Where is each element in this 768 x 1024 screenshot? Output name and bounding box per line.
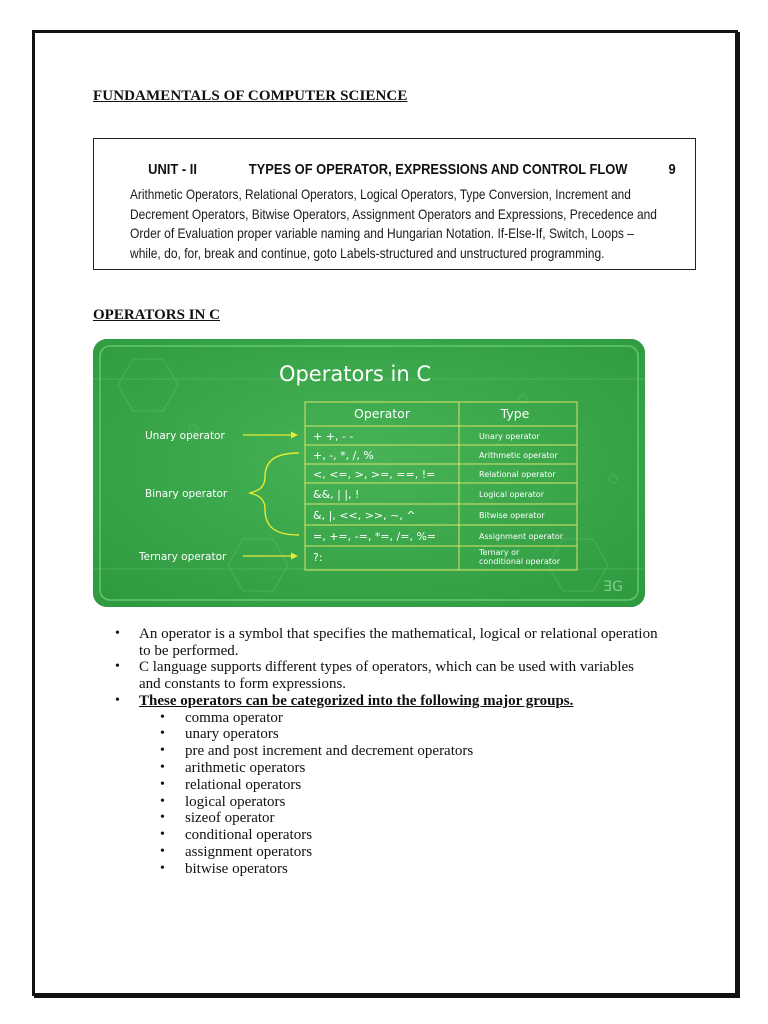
column-header-operator: Operator <box>354 406 410 421</box>
bullet-text: to be performed. <box>139 642 239 659</box>
operator-cell: + +, - - <box>313 430 354 443</box>
sub-item-text: assignment operators <box>185 843 313 860</box>
bullet-dot: • <box>160 843 165 859</box>
sub-item-text: bitwise operators <box>185 860 288 877</box>
sub-item-text: pre and post increment and decrement operators <box>185 743 474 760</box>
syllabus-line: Decrement Operators, Bitwise Operators, Assignment Operators and Expressions, Precedence and <box>130 205 657 222</box>
operators-figure-svg <box>93 339 645 607</box>
operator-cell: <, <=, >, >=, ==, != <box>313 468 436 481</box>
binary-operator-label: Binary operator <box>145 488 228 500</box>
bullet-text: An operator is a symbol that specifies the mathematical, logical or relational operation <box>139 626 658 642</box>
bullet-text: C language supports different types of operators, which can be used with variables <box>139 659 634 675</box>
operator-cell: &&, | |, ! <box>313 488 360 501</box>
logo: ƎG <box>603 579 623 595</box>
bullet-dot: • <box>160 743 165 759</box>
syllabus-header <box>94 161 676 179</box>
bullet-dot: • <box>160 759 165 775</box>
list-item <box>115 692 574 710</box>
sub-item-text: logical operators <box>185 793 286 810</box>
sub-list-item <box>160 759 306 777</box>
syllabus-line: while, do, for, break and continue, goto Labels-structured and unstructured programming. <box>130 244 605 261</box>
section-title: OPERATORS IN C <box>93 307 220 323</box>
sub-list-item <box>160 709 283 727</box>
type-cell: Logical operator <box>479 490 544 499</box>
bullet-dot: • <box>160 709 165 725</box>
bullet-dot: • <box>160 726 165 742</box>
operator-cell: +, -, *, /, % <box>313 449 374 462</box>
bullet-text-emphasis: These operators can be categorized into the following major groups. <box>139 692 574 709</box>
sub-item-text: conditional operators <box>185 827 313 844</box>
operator-cell: ?: <box>313 551 323 564</box>
unit-label: UNIT - II <box>148 161 197 178</box>
operator-cell: &, |, <<, >>, ~, ^ <box>313 509 416 522</box>
type-cell: conditional operator <box>479 557 561 566</box>
unit-topic: TYPES OF OPERATOR, EXPRESSIONS AND CONTROL FLOW <box>248 161 628 178</box>
ternary-operator-label: Ternary operator <box>139 551 227 563</box>
sub-item-text: comma operator <box>185 709 283 726</box>
unary-operator-label: Unary operator <box>145 430 225 442</box>
sub-item-text: unary operators <box>185 726 279 743</box>
list-item-continuation <box>139 676 346 693</box>
list-item <box>115 659 634 676</box>
sub-list-item <box>160 726 279 743</box>
sub-item-text: relational operators <box>185 776 302 793</box>
type-cell: Unary operator <box>479 432 540 441</box>
bullet-dot: • <box>115 659 120 674</box>
sub-list-item <box>160 843 313 861</box>
sub-item-text: arithmetic operators <box>185 759 306 776</box>
type-cell: Relational operator <box>479 470 556 479</box>
figure-title: Operators in C <box>278 362 432 386</box>
sub-list-item <box>160 810 275 827</box>
bullet-dot: • <box>160 860 165 876</box>
document-title: FUNDAMENTALS OF COMPUTER SCIENCE <box>93 88 408 104</box>
column-header-type: Type <box>500 406 530 421</box>
operator-cell: =, +=, -=, *=, /=, %= <box>313 530 437 543</box>
type-cell: Ternary or <box>479 548 520 557</box>
syllabus-line: Order of Evaluation proper variable naming and Hungarian Notation. If-Else-If, Switch, Loops – <box>130 225 634 241</box>
bullet-dot: • <box>160 810 165 826</box>
syllabus-line: Arithmetic Operators, Relational Operators, Logical Operators, Type Conversion, Increment and <box>130 186 631 202</box>
syllabus-box <box>93 138 696 270</box>
bullet-dot: • <box>115 692 120 708</box>
sub-item-text: sizeof operator <box>185 810 275 827</box>
bullet-dot: • <box>160 793 165 809</box>
list-item <box>115 626 658 643</box>
sub-list-item <box>160 860 288 878</box>
type-cell: Assignment operator <box>479 532 564 541</box>
sub-list-item <box>160 776 302 794</box>
bullet-text: and constants to form expressions. <box>139 675 347 692</box>
type-cell: Arithmetic operator <box>479 451 558 460</box>
unit-hours: 9 <box>668 161 676 178</box>
sub-list-item <box>160 827 313 844</box>
syllabus-text <box>130 185 690 263</box>
sub-list-item <box>160 793 286 811</box>
operators-figure <box>93 339 645 607</box>
type-cell: Bitwise operator <box>479 511 545 520</box>
list-item-continuation <box>139 643 239 660</box>
bullet-dot: • <box>115 626 120 641</box>
sub-list-item <box>160 743 474 760</box>
bullet-dot: • <box>160 827 165 843</box>
bullet-dot: • <box>160 776 165 792</box>
